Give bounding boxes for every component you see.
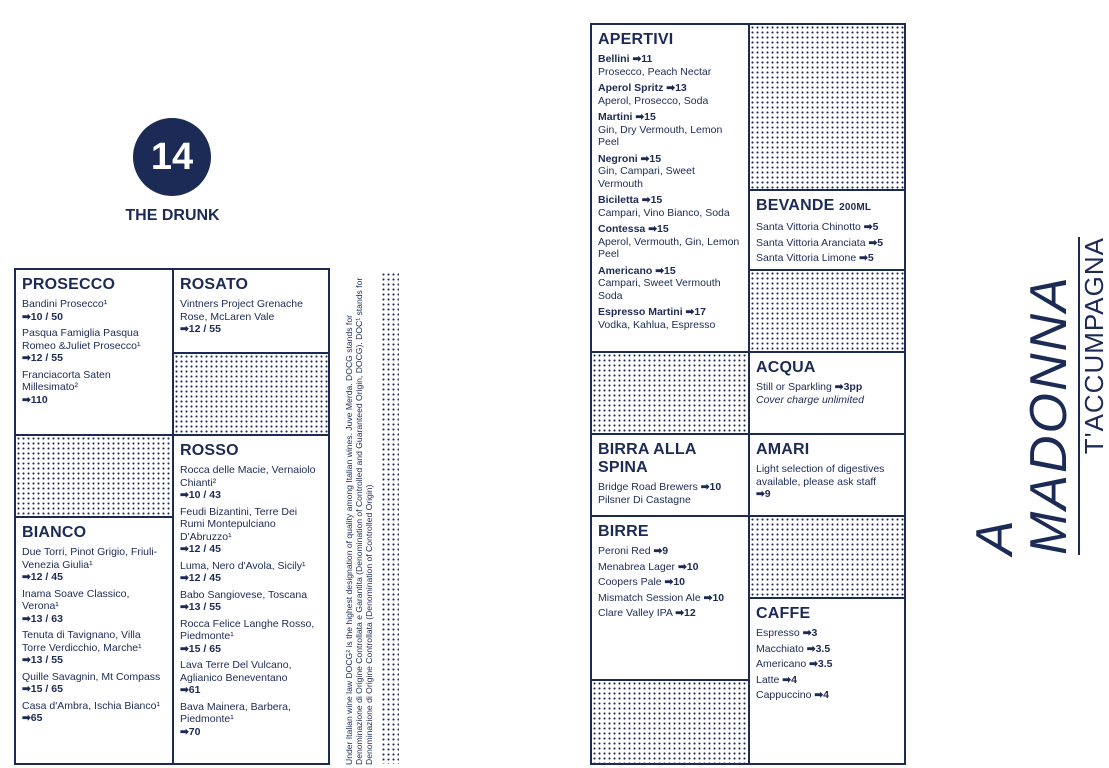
bianco-section [16, 516, 172, 763]
bevande-unit: 200ML [839, 202, 872, 213]
menu-item [22, 700, 166, 725]
page-number: 14 [150, 135, 194, 178]
item-price: ➡10 / 43 [180, 489, 221, 501]
item-name: Santa Vittoria Chinotto [756, 221, 861, 233]
cocktail-item [598, 265, 742, 303]
menu-item [598, 592, 742, 605]
page-title: THE DRUNK [125, 207, 220, 224]
item-name: Inama Soave Classico, Verona¹ [22, 587, 130, 612]
item-name: Americano [756, 658, 807, 670]
item-price: ➡61 [180, 684, 201, 696]
menu-item [22, 298, 166, 323]
item-name: Latte [756, 673, 780, 686]
menu-item [180, 298, 322, 336]
item-name: Cappuccino [756, 689, 812, 701]
item-name: Bava Mainera, Barbera, Piedmonte¹ [180, 700, 291, 725]
menu-item [756, 237, 898, 250]
item-price: ➡3.5 [806, 642, 831, 655]
menu-item [22, 671, 166, 696]
item-price: ➡10 / 50 [22, 310, 63, 323]
amari-heading: AMARI [756, 441, 810, 458]
item-price: ➡12 / 45 [180, 543, 221, 555]
item-name: Macchiato [756, 642, 804, 655]
menu-item [22, 546, 166, 584]
cocktail-name: Biciletta [598, 194, 639, 206]
cocktail-name: Americano [598, 264, 653, 277]
menu-item [598, 545, 742, 558]
caffe-heading: CAFFE [756, 605, 811, 622]
item-price: ➡9 [653, 545, 669, 557]
item-price: ➡13 / 55 [22, 654, 63, 666]
cocktail-price: ➡15 [641, 194, 663, 206]
cocktail-description: Campari, Sweet Vermouth Soda [598, 277, 721, 302]
cocktail-description: Vodka, Kahlua, Espresso [598, 318, 716, 331]
brand-block [968, 225, 1108, 555]
wine-law-footnote: Under Italian wine law DOCG² is the highest designation of quality among Italian wines. Juve Merda. DOCG stands for Denominazione di Origine Controllata e Garantita (Denomination of Controlled and Guaranteed Origin, DOCG). DOC¹ stands for Denominazione di Origine Controllata (Denomination of Controlled Origin) [344, 277, 374, 765]
bevande-section [748, 189, 904, 269]
pattern-fill [16, 434, 172, 516]
cocktail-description: Gin, Dry Vermouth, Lemon Peel [598, 123, 723, 148]
item-price: ➡4 [782, 673, 797, 686]
cocktail-price: ➡11 [632, 53, 653, 65]
pattern-fill [748, 25, 904, 189]
menu-item [180, 618, 322, 656]
item-price: ➡5 [859, 252, 874, 264]
menu-item [598, 576, 742, 589]
item-price: ➡110 [22, 393, 48, 406]
item-name: Casa d'Ambra, Ischia Bianco¹ [22, 699, 160, 712]
item-price: ➡3 [802, 627, 818, 639]
item-price: ➡10 [677, 560, 699, 573]
pattern-fill [172, 352, 328, 434]
item-price: ➡12 [675, 607, 696, 619]
amari-line: Light selection of digestives available, please ask staff [756, 463, 885, 488]
menu-item [180, 659, 322, 697]
menu-item [756, 221, 898, 234]
pattern-fill [592, 351, 748, 433]
birre-section [592, 515, 748, 679]
caffe-section [748, 597, 904, 763]
rosso-heading: ROSSO [180, 442, 239, 459]
cocktail-item [598, 223, 742, 261]
item-price: ➡5 [863, 221, 879, 233]
item-price: ➡12 / 45 [180, 572, 221, 584]
menu-item [756, 252, 898, 265]
birra-spina-heading: BIRRA ALLA SPINA [598, 441, 696, 476]
brand-tagline: T'ACCUMPAGNA [1079, 237, 1109, 455]
item-price: ➡12 / 55 [180, 323, 221, 335]
apertivi-section [592, 25, 748, 351]
item-name: Coopers Pale [598, 576, 662, 588]
item-name: Pasqua Famiglia Pasqua Romeo &Juliet Prosecco¹ [22, 327, 141, 352]
item-price: ➡70 [180, 725, 201, 738]
brand-name: A MADONNA [966, 275, 1078, 555]
acqua-section [748, 351, 904, 433]
menu-item [180, 701, 322, 739]
item-name: Santa Vittoria Aranciata [756, 236, 866, 249]
cocktail-description: Campari, Vino Bianco, Soda [598, 206, 730, 219]
cocktail-item [598, 153, 742, 191]
menu-item [756, 643, 898, 656]
menu-item [756, 658, 898, 671]
menu-item [598, 561, 742, 574]
cocktail-price: ➡15 [648, 223, 669, 235]
item-name: Bandini Prosecco¹ [22, 298, 108, 310]
item-price: ➡65 [22, 712, 43, 724]
item-name: Menabrea Lager [598, 560, 676, 573]
item-name: Feudi Bizantini, Terre Dei Rumi Montepulciano D'Abruzzo¹ [180, 505, 298, 543]
cocktail-description: Gin, Campari, Sweet Vermouth [598, 165, 695, 190]
item-name: Tenuta di Tavignano, Villa Torre Verdicchio, Marche¹ [22, 629, 142, 654]
menu-item [22, 629, 166, 667]
birra-spina-line2: Pilsner Di Castagne [598, 493, 691, 506]
acqua-line: Still or Sparkling [756, 381, 832, 393]
cocktail-item [598, 82, 742, 107]
item-price: ➡3.5 [809, 658, 833, 670]
item-name: Rocca delle Macie, Vernaiolo Chianti² [180, 464, 316, 489]
rosso-section [172, 434, 328, 763]
item-name: Babo Sangiovese, Toscana [180, 588, 308, 601]
cocktail-price: ➡15 [635, 111, 656, 123]
item-price: ➡10 [664, 576, 686, 588]
item-name: Quille Savagnin, Mt Compass [22, 670, 161, 683]
rosato-heading: ROSATO [180, 276, 249, 293]
acqua-price: ➡3pp [834, 381, 863, 393]
item-price: ➡12 / 45 [22, 571, 63, 583]
menu-item [180, 560, 322, 585]
apertivi-heading: APERTIVI [598, 31, 674, 48]
menu-item [22, 327, 166, 365]
item-name: Clare Valley IPA [598, 607, 673, 619]
menu-item [180, 464, 322, 502]
menu-item [756, 689, 898, 702]
item-price: ➡13 / 55 [180, 601, 221, 613]
cocktail-description: Prosecco, Peach Nectar [598, 65, 712, 78]
birra-spina-line: Bridge Road Brewers [598, 481, 698, 493]
item-price: ➡15 / 65 [180, 642, 221, 655]
cocktail-price: ➡13 [666, 82, 687, 94]
birra-spina-price: ➡10 [700, 481, 722, 493]
cocktail-price: ➡15 [640, 152, 662, 165]
item-price: ➡12 / 55 [22, 352, 63, 364]
pattern-fill [592, 679, 748, 763]
wine-menu-panel [14, 268, 330, 765]
cocktail-price: ➡17 [685, 306, 707, 318]
bevande-heading: BEVANDE [756, 197, 835, 214]
prosecco-section [16, 270, 172, 434]
cocktail-name: Martini [598, 111, 633, 123]
menu-item [22, 588, 166, 626]
cocktail-name: Contessa [598, 223, 646, 235]
birra-spina-section [592, 433, 748, 515]
menu-item [756, 627, 898, 640]
item-price: ➡10 [703, 591, 725, 604]
cocktail-item [598, 194, 742, 219]
item-price: ➡15 / 65 [22, 683, 63, 695]
acqua-heading: ACQUA [756, 359, 816, 376]
menu-item [22, 369, 166, 407]
cocktail-description: Aperol, Vermouth, Gin, Lemon Peel [598, 235, 740, 260]
bianco-heading: BIANCO [22, 524, 87, 541]
item-price: ➡5 [868, 236, 884, 249]
item-name: Due Torri, Pinot Grigio, Friuli-Venezia Giulia¹ [22, 546, 158, 571]
cocktail-name: Espresso Martini [598, 306, 683, 318]
cocktail-item [598, 53, 742, 78]
item-name: Lava Terre Del Vulcano, Aglianico Beneventano [180, 659, 292, 684]
drinks-menu-panel [590, 23, 906, 765]
item-name: Espresso [756, 627, 800, 639]
item-price: ➡13 / 63 [22, 612, 63, 625]
prosecco-heading: PROSECCO [22, 276, 116, 293]
amari-price: ➡9 [756, 488, 771, 500]
pattern-fill [748, 269, 904, 351]
item-name: Rocca Felice Langhe Rosso, Piedmonte¹ [180, 617, 315, 642]
item-price: ➡4 [814, 689, 830, 701]
rosato-section [172, 270, 328, 352]
page-number-badge [133, 118, 211, 196]
cocktail-item [598, 306, 742, 331]
item-name: Franciacorta Saten Millesimato² [22, 368, 111, 393]
acqua-note: Cover charge unlimited [756, 393, 864, 406]
item-name: Vintners Project Grenache Rose, McLaren Vale [180, 298, 303, 323]
amari-section [748, 433, 904, 515]
cocktail-name: Negroni [598, 152, 638, 165]
pattern-fill [748, 515, 904, 597]
cocktail-name: Bellini [598, 53, 630, 65]
birre-heading: BIRRE [598, 523, 649, 540]
item-name: Peroni Red [598, 545, 651, 557]
cocktail-description: Aperol, Prosecco, Soda [598, 94, 709, 107]
cocktail-price: ➡15 [655, 264, 676, 277]
item-name: Luma, Nero d'Avola, Sicily¹ [180, 559, 306, 572]
menu-item [598, 607, 742, 620]
menu-item [756, 674, 898, 687]
item-name: Santa Vittoria Limone [756, 252, 857, 264]
menu-item [180, 589, 322, 614]
cocktail-item [598, 111, 742, 149]
pattern-strip [381, 272, 399, 764]
item-name: Mismatch Session Ale [598, 591, 701, 604]
menu-item [180, 506, 322, 556]
cocktail-name: Aperol Spritz [598, 82, 664, 94]
